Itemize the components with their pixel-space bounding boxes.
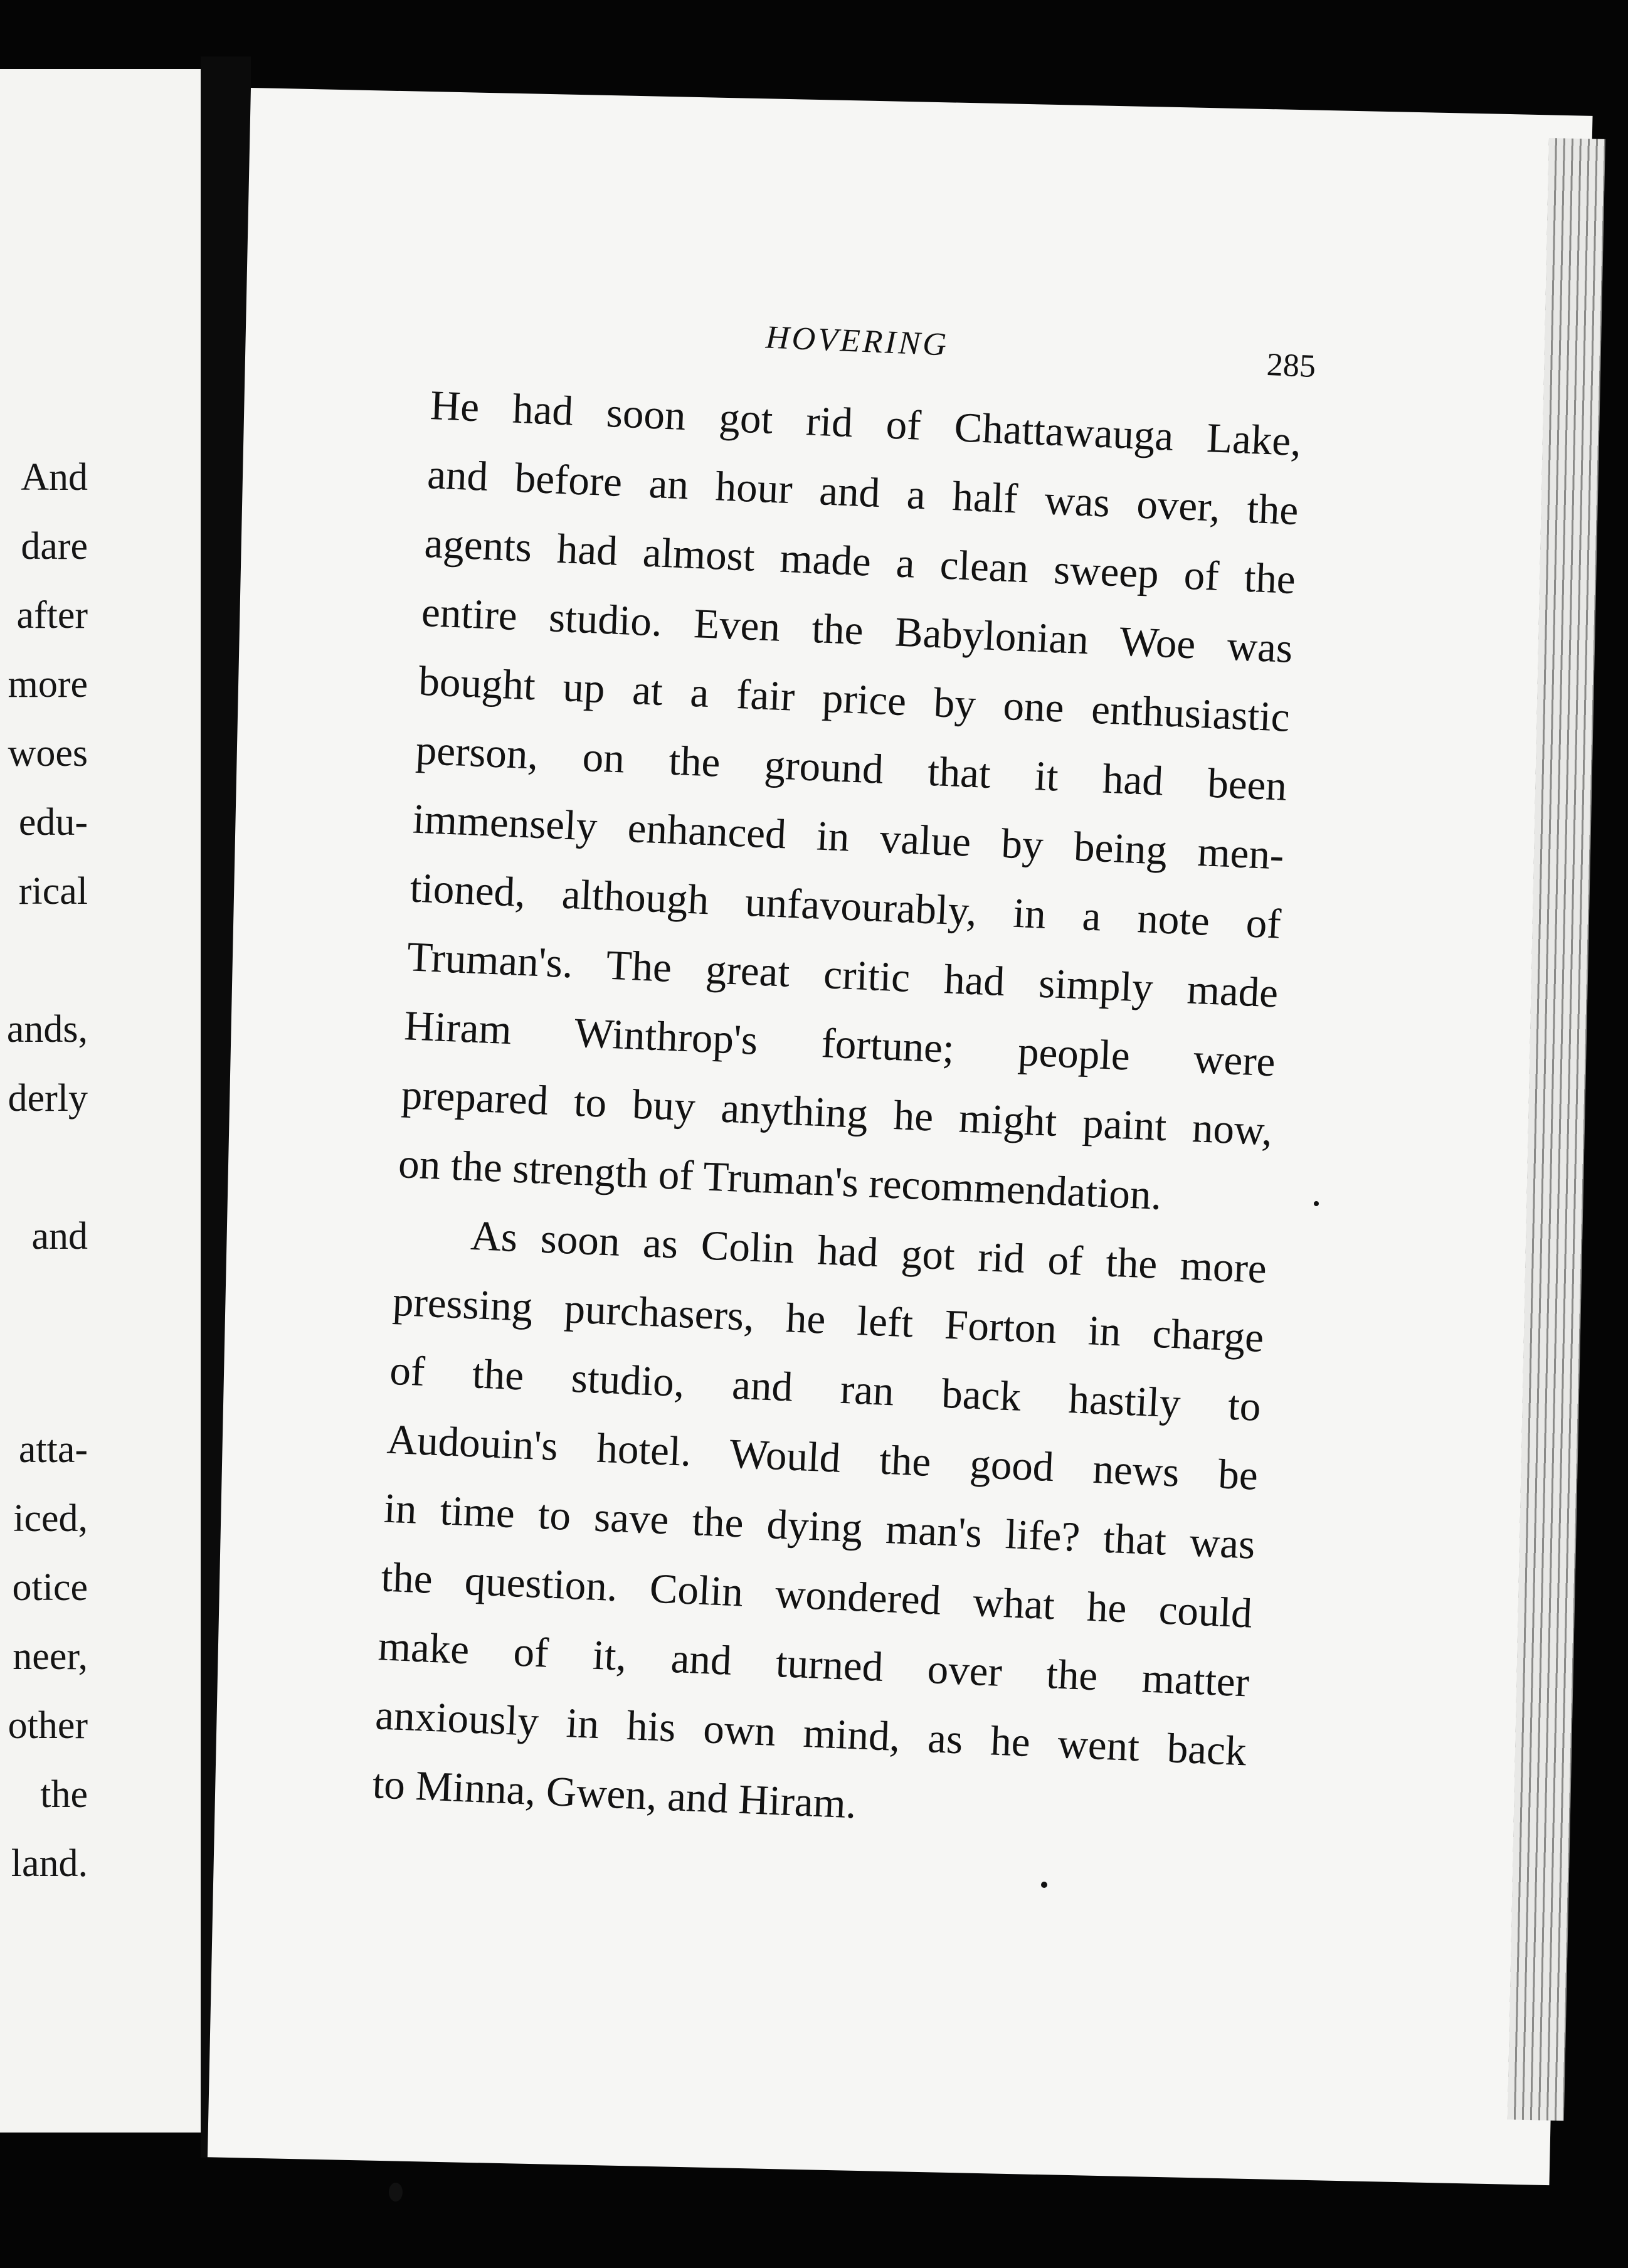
text-line: Hiram Winthrop's fortune; people were — [403, 1002, 1276, 1086]
left-fragment: derly — [8, 1077, 88, 1120]
text-line: person, on the ground that it had been — [415, 726, 1288, 810]
text-line: entire studio. Even the Babylonian Woe was — [420, 588, 1294, 672]
text-line: immensely enhanced in value by being men- — [411, 795, 1285, 879]
left-fragment: rical — [18, 870, 88, 913]
text-line: bought up at a fair price by one enthusiastic — [418, 657, 1291, 741]
dust-speck — [389, 2183, 403, 2202]
text-line: pressing purchasers, he left Forton in charge — [391, 1278, 1265, 1361]
left-fragment: more — [8, 663, 88, 706]
text-line: of the studio, and ran back hastily to — [389, 1347, 1262, 1430]
left-fragment: woes — [8, 732, 88, 775]
text-line: prepared to buy anything he might paint now, — [400, 1071, 1274, 1155]
text-line: to Minna, Gwen, and Hiram. — [371, 1761, 858, 1828]
left-fragment: land. — [11, 1842, 88, 1885]
text-line: anxiously in his own mind, as he went back — [374, 1692, 1247, 1775]
text-line: Truman's. The great critic had simply made — [406, 933, 1279, 1017]
left-fragment: the — [40, 1773, 88, 1816]
text-line: tioned, although unfavourably, in a note of — [409, 864, 1282, 948]
left-fragment: after — [16, 594, 88, 637]
left-fragment: and — [31, 1215, 88, 1258]
text-line: on the strength of Truman's recommendation. — [397, 1140, 1163, 1219]
text-line: make of it, and turned over the matter — [377, 1623, 1250, 1706]
text-line: the question. Colin wondered what he could — [380, 1554, 1254, 1637]
body-text — [371, 371, 1303, 1855]
left-fragment: ands, — [6, 1008, 88, 1051]
left-fragment: And — [21, 456, 88, 499]
left-fragment: dare — [21, 525, 88, 568]
left-fragment: other — [8, 1704, 88, 1747]
right-page — [208, 88, 1593, 2185]
dust-speck — [1314, 1201, 1319, 1206]
text-line: and before an hour and a half was over, the — [426, 451, 1299, 534]
text-line: He had soon got rid of Chattawauga Lake, — [429, 382, 1303, 465]
left-fragment: edu- — [18, 801, 88, 844]
left-fragment: iced, — [13, 1497, 88, 1540]
text-line: As soon as Colin had got rid of the more — [470, 1212, 1268, 1293]
text-line: Audouin's hotel. Would the good news be — [386, 1416, 1259, 1499]
running-head: HOVERING — [764, 319, 950, 363]
text-line: agents had almost made a clean sweep of the — [423, 519, 1297, 603]
page-number: 285 — [1266, 346, 1317, 385]
text-line: in time to save the dying man's life? that was — [383, 1485, 1256, 1568]
dust-speck — [1041, 1882, 1047, 1888]
left-fragment: atta- — [18, 1428, 88, 1471]
left-page — [0, 69, 203, 2133]
left-fragment: otice — [12, 1566, 88, 1609]
page-text-block — [371, 305, 1317, 1828]
left-fragment: neer, — [13, 1635, 88, 1678]
